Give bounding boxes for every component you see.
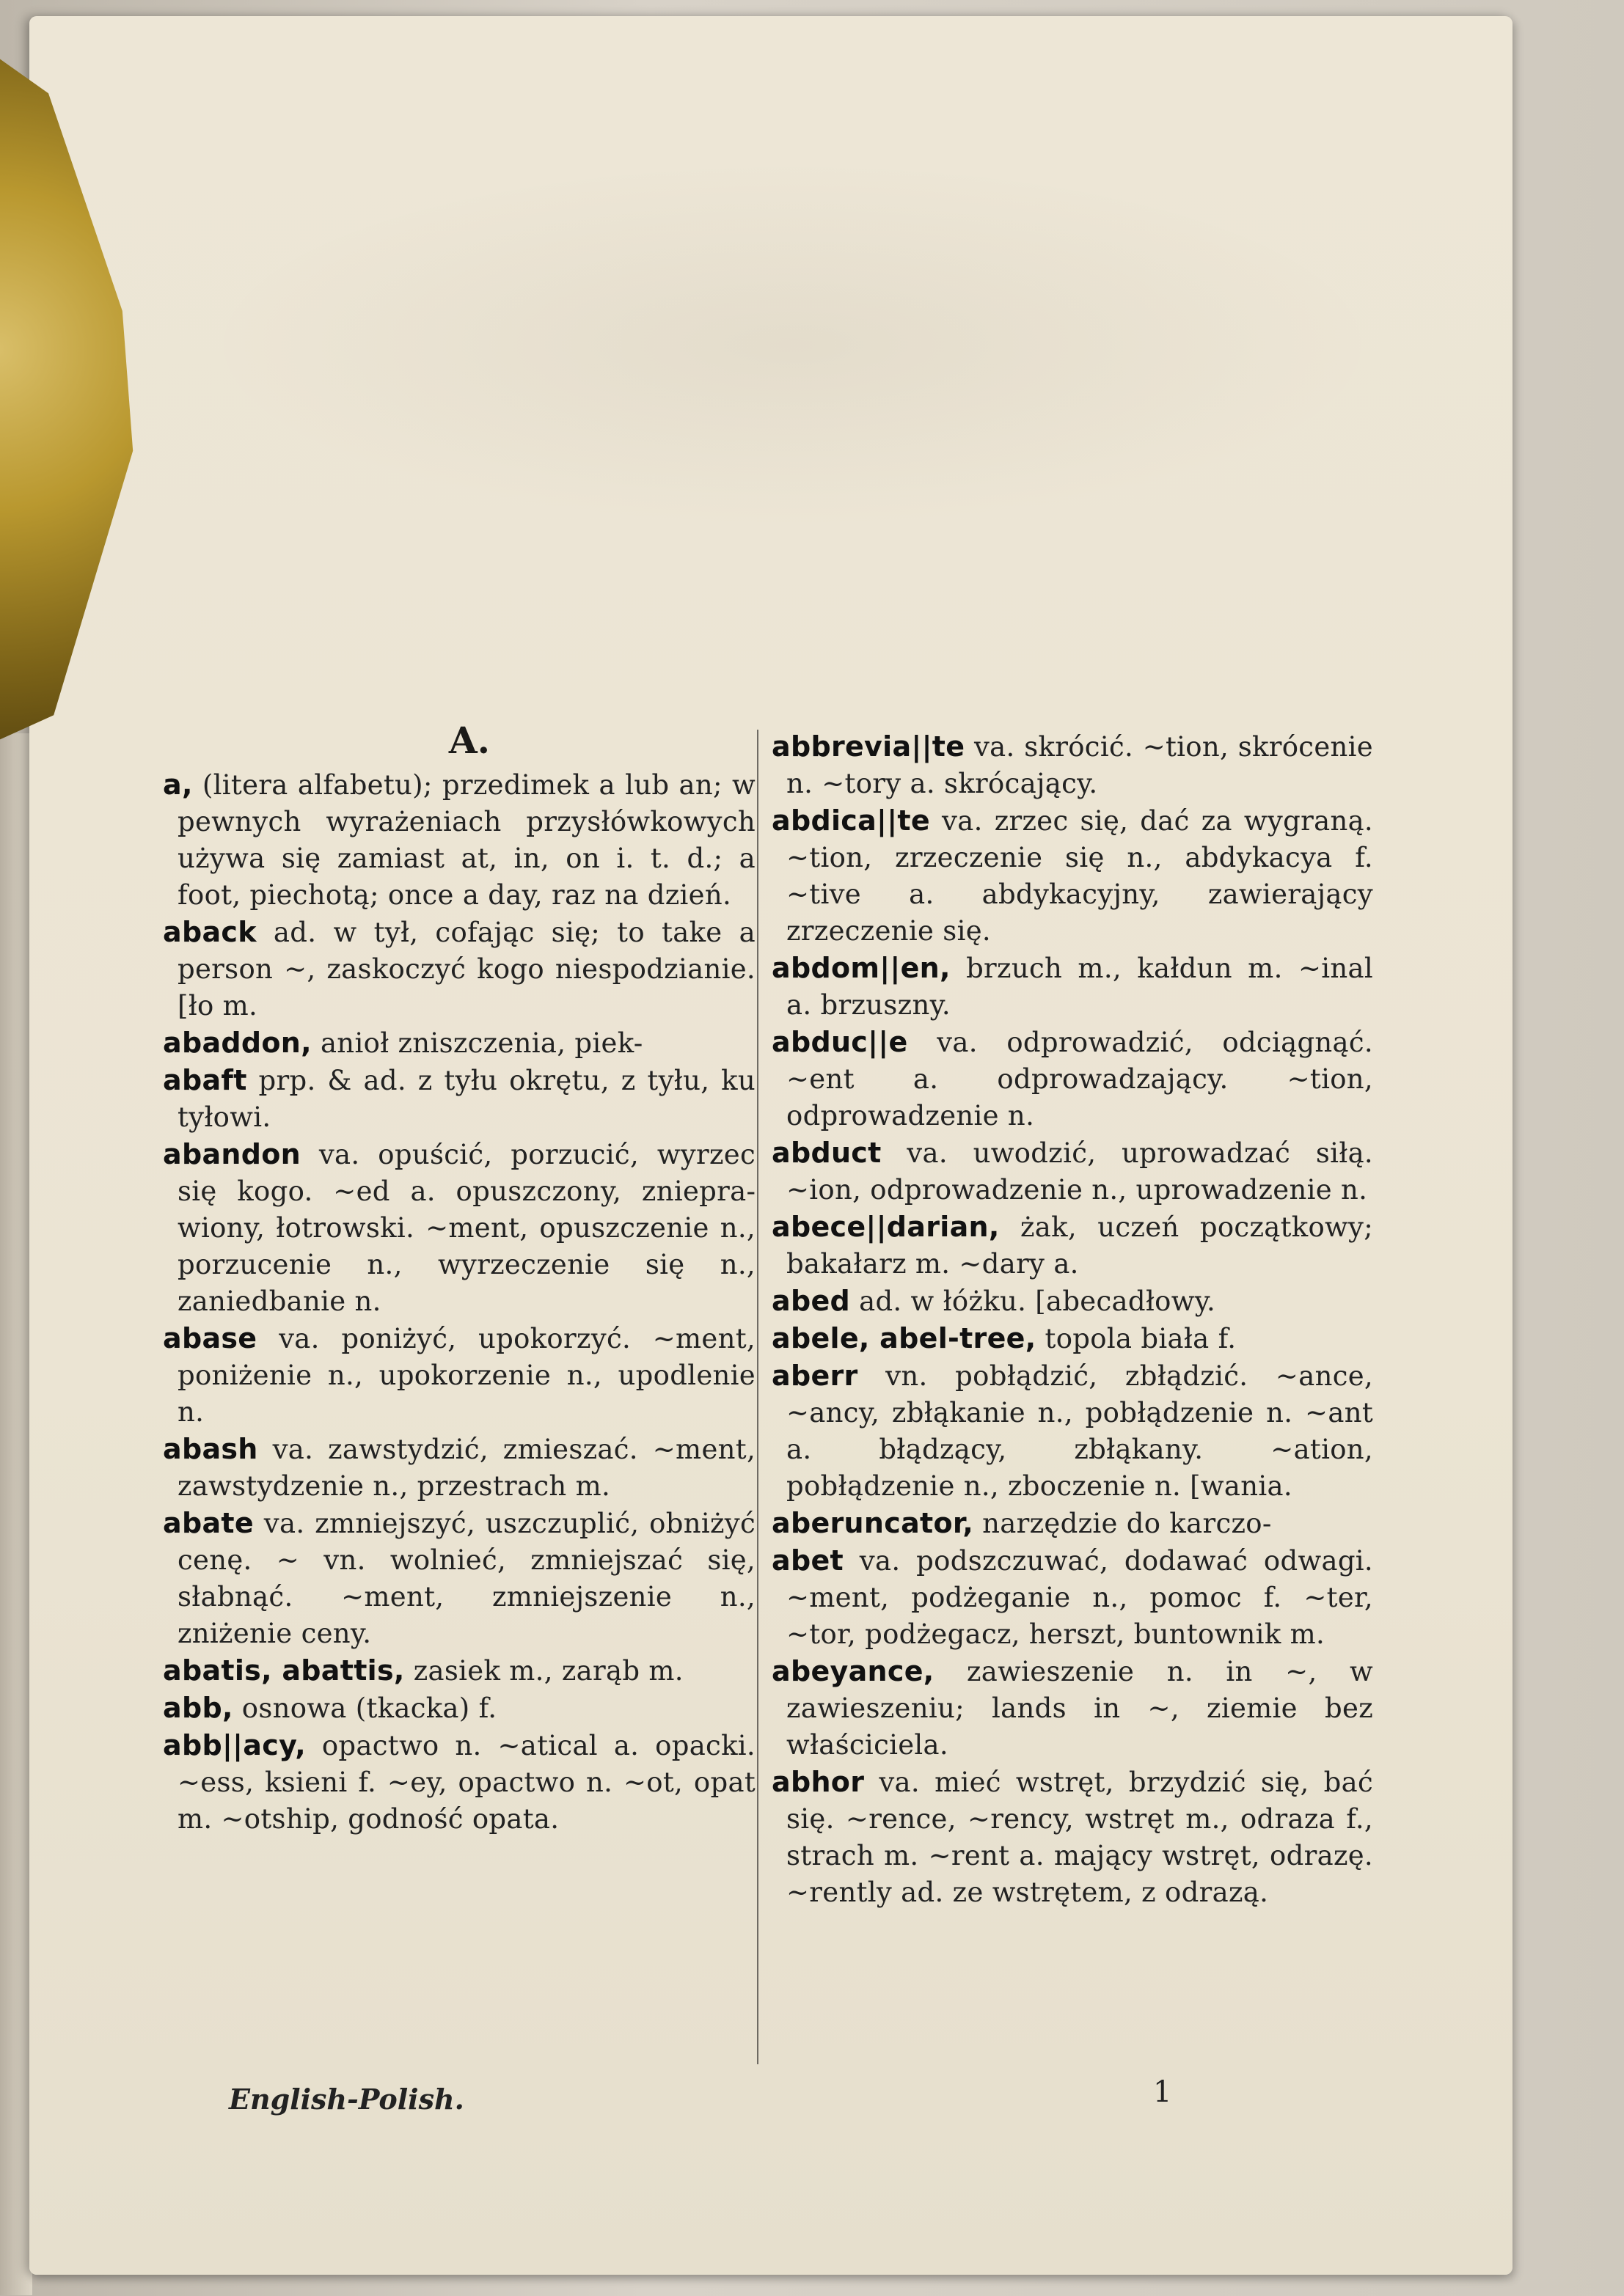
dictionary-entry [772,950,1373,1024]
entry-headword: a, [163,769,193,801]
entry-definition: va. zrzec się, dać za wygraną. ~tion, zrzeczenie się n., abdykacya f. ~tive a. abdykacyjny, zawierający zrzeczenie się. [786,805,1373,947]
entry-definition: ad. w tył, cofając się; to take a person ~, zaskoczyć kogo niespodzianie. [ło m. [178,917,756,1022]
dictionary-entry [163,1690,756,1727]
entry-headword: abet [772,1544,844,1577]
entry-definition: żak, uczeń początkowy; bakałarz m. ~dary a. [786,1211,1373,1280]
dictionary-entry [163,766,756,914]
entry-headword: abbrevia||te [772,730,965,763]
dictionary-entry [772,1653,1373,1764]
entry-definition: va. uwodzić, uprowadzać siłą. ~ion, odprowadzenie n., uprowadzenie n. [786,1137,1373,1206]
dictionary-entry [163,1136,756,1320]
entry-headword: aback [163,916,257,948]
entry-definition: va. poniżyć, upokorzyć. ~ment, poniżenie n., upokorzenie n., upodlenie n. [178,1323,756,1428]
entry-definition: va. zawstydzić, zmieszać. ~ment, zawstydzenie n., przestrach m. [178,1434,756,1502]
book-title-footer: English-Polish. [229,2083,464,2116]
entry-definition: va. odprowadzić, odciągnąć. ~ent a. odprowadzający. ~tion, odprowadzenie n. [786,1027,1373,1132]
dictionary-entry [772,1764,1373,1911]
dictionary-entry [163,1431,756,1505]
entry-headword: abhor [772,1766,865,1798]
entry-headword: abduct [772,1137,882,1169]
dictionary-entry [772,1320,1373,1357]
entry-headword: abdica||te [772,804,930,837]
entry-headword: abate [163,1507,254,1539]
dictionary-entry [163,1505,756,1652]
entry-definition: osnowa (tkacka) f. [233,1692,497,1724]
entry-definition: ad. w łóżku. [abecadłowy. [850,1285,1216,1317]
dictionary-entry [772,1208,1373,1283]
entry-headword: abduc||e [772,1026,908,1058]
dictionary-entry [163,1727,756,1838]
entry-definition: anioł zniszczenia, piek- [311,1027,643,1059]
page-number: 1 [1153,2075,1172,2109]
dictionary-entry [772,1542,1373,1653]
dictionary-entry [772,1505,1373,1542]
entry-definition: topola biała f. [1036,1323,1237,1354]
entry-headword: abatis, abattis, [163,1654,405,1687]
print-bleed-through [205,161,1379,528]
entry-headword: abash [163,1433,258,1465]
dictionary-entry [772,1283,1373,1320]
dictionary-entry [163,1062,756,1136]
entry-definition: brzuch m., kałdun m. ~inal a. brzuszny. [786,953,1373,1021]
dictionary-entry [772,1357,1373,1505]
entry-definition: prp. & ad. z tyłu okrętu, z tyłu, ku tyłowi. [178,1065,756,1133]
entry-definition: va. skrócić. ~tion, skrócenie n. ~tory a. skrócający. [786,731,1373,799]
entry-headword: abece||darian, [772,1211,1000,1243]
entry-definition: opactwo n. ~atical a. opacki. ~ess, ksieni f. ~ey, opactwo n. ~ot, opat m. ~otship, godność opata. [178,1730,756,1835]
entry-definition: narzędzie do karczo- [973,1508,1272,1539]
entry-headword: abaddon, [163,1027,312,1059]
left-column [163,766,756,1838]
dictionary-entry [163,1024,756,1062]
entry-definition: zasiek m., zarąb m. [404,1655,684,1687]
book-page-edge [0,733,32,2295]
entry-definition: vn. pobłądzić, zbłądzić. ~ance, ~ancy, zbłąkanie n., pobłądzenie n. ~ant a. błądzący, zbłąkany. ~ation, pobłądzenie n., zboczenie n. [wania. [786,1360,1373,1502]
dictionary-entry [772,728,1373,802]
dictionary-entry [772,802,1373,950]
entry-headword: abase [163,1322,257,1354]
dictionary-entry [772,1134,1373,1208]
column-divider [757,730,758,2064]
entry-headword: abaft [163,1064,247,1096]
entry-definition: (litera alfabetu); przedimek a lub an; w pewnych wyrażeniach przysłówkowych używa się zamiast at, in, on i. t. d.; a foot, piechotą; once a day, raz na dzień. [178,769,756,911]
right-column [772,728,1373,1911]
dictionary-entry [772,1024,1373,1134]
entry-headword: aberr [772,1360,858,1392]
entry-headword: abeyance, [772,1655,934,1687]
entry-headword: aberuncator, [772,1507,974,1539]
entry-headword: abed [772,1285,851,1317]
dictionary-entry [163,1320,756,1431]
entry-headword: abele, abel-tree, [772,1322,1036,1354]
entry-definition: va. zmniejszyć, uszczuplić, obniżyć cenę. ~ vn. wolnieć, zmniejszać się, słabnąć. ~ment, zmniejszenie n., zniżenie ceny. [178,1508,756,1649]
entry-headword: abb, [163,1692,233,1724]
dictionary-entry [163,1652,756,1690]
entry-definition: va. mieć wstręt, brzydzić się, bać się. ~rence, ~rency, wstręt m., odraza f., strach m. ~rent a. mający wstręt, odrazę. ~rently ad. ze wstrętem, z odrazą. [786,1767,1373,1908]
entry-definition: va. podszczuwać, dodawać odwagi. ~ment, podżeganie n., pomoc f. ~ter, ~tor, podżegacz, herszt, buntownik m. [786,1545,1373,1650]
entry-definition: va. opuścić, porzucić, wyrzec się kogo. ~ed a. opuszczony, znieprawiony, łotrowski. ~ment, opuszczenie n., porzucenie n., wyrzeczenie się n., zaniedbanie n. [178,1139,756,1317]
brass-clasp-image [0,29,183,763]
dictionary-entry [163,914,756,1024]
entry-headword: abb||acy, [163,1729,306,1761]
entry-definition: zawieszenie n. in ~, w zawieszeniu; lands in ~, ziemie bez właściciela. [786,1656,1373,1761]
section-letter: A. [448,719,491,762]
entry-headword: abandon [163,1138,301,1170]
entry-headword: abdom||en, [772,952,951,984]
